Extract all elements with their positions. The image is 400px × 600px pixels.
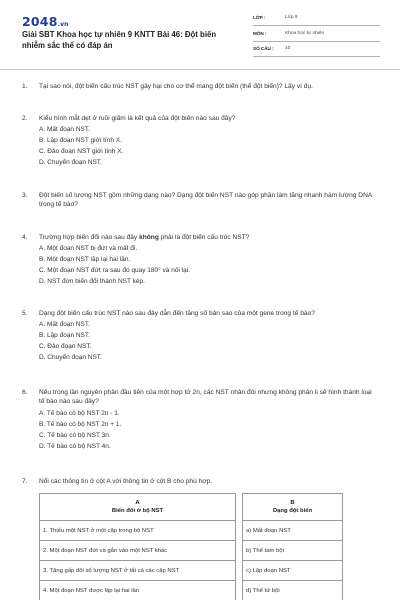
answer-option: D. Chuyển đoạn NST. — [39, 159, 102, 166]
column-b-cell: b) Thể tam bội — [243, 541, 343, 561]
column-a-cell: 2. Một đoạn NST đứt và gắn vào một NST khác — [40, 541, 236, 561]
column-b-letter: B — [290, 500, 295, 506]
question-number: 2. — [22, 115, 28, 122]
question-number: 4. — [22, 234, 28, 241]
question-emphasis: không — [139, 234, 159, 241]
question-text: Nếu trong lần nguyên phân đầu tiên của một hợp tử 2n, các NST nhân đôi nhưng không phân li sẽ hình thành loại tế bào nào sau đây? — [39, 389, 372, 405]
answer-option: A. Mất đoạn NST. — [39, 126, 90, 133]
answer-option: B. Lặp đoạn NST giới tính X. — [39, 137, 122, 144]
answer-option: A. Một đoạn NST bị đứt và mất đi. — [39, 245, 138, 252]
answer-option: B. Tế bào có bộ NST 2n + 1. — [39, 421, 122, 428]
column-gap — [236, 541, 243, 561]
question-text: Kiểu hình mắt dẹt ở ruồi giấm là kết quả của đột biến nào sau đây? — [39, 115, 236, 122]
answer-option: B. Một đoạn NST lặp lại hai lần. — [39, 256, 131, 263]
question-text-part: phải là đột biến cấu trúc NST? — [158, 234, 250, 241]
question-6 — [22, 388, 382, 460]
answer-option: A. Mất đoạn NST. — [39, 321, 90, 328]
meta-row-class — [253, 12, 380, 26]
column-gap — [236, 561, 243, 581]
answer-option: C. Đảo đoạn NST. — [39, 343, 92, 350]
question-text: Đột biến số lượng NST gồm những dạng nào? Dạng đột biến NST nào góp phần làm tăng nhanh hàm lượng DNA trong tế bào? — [39, 192, 372, 208]
answer-option: D. Chuyển đoạn NST. — [39, 354, 102, 361]
logo-text: 2048 — [22, 14, 58, 29]
meta-label: MÔN : — [253, 30, 267, 36]
meta-value: Lớp 9 — [285, 15, 298, 20]
question-number: 1. — [22, 83, 28, 90]
question-4 — [22, 233, 382, 293]
column-b-cell: c) Lặp đoạn NST — [243, 561, 343, 581]
table-header-row — [40, 494, 343, 521]
column-a-header — [40, 494, 236, 521]
question-5 — [22, 309, 382, 369]
meta-row-count — [253, 43, 380, 57]
header-divider — [0, 69, 400, 70]
column-gap — [236, 521, 243, 541]
question-text: Nối các thông tin ở cột A với thông tin ở cột B cho phù hợp. — [39, 478, 213, 485]
question-text: Dạng đột biến cấu trúc NST nào sau đây dẫn đến tăng số bản sao của một gene trong tế bào? — [39, 310, 315, 317]
meta-value: 10 — [285, 46, 291, 51]
answer-option: C. Tế bào có bộ NST 3n. — [39, 432, 111, 439]
table-row — [40, 541, 343, 561]
table-row — [40, 521, 343, 541]
column-b-title: Dạng đột biến — [272, 508, 313, 514]
column-gap — [236, 581, 243, 600]
question-number: 5. — [22, 310, 28, 317]
column-a-cell: 3. Tăng gấp đôi số lượng NST ở tất cả các cặp NST — [40, 561, 236, 581]
site-logo[interactable] — [22, 14, 69, 29]
question-text: Tại sao nói, đột biến cấu trúc NST gây hại cho cơ thể mang đột biến (thể đột biến)? Lấy ví dụ. — [39, 83, 313, 90]
column-a-cell: 4. Một đoạn NST được lặp lại hai lần — [40, 581, 236, 600]
question-text — [39, 233, 379, 242]
meta-info — [253, 12, 380, 59]
column-a-title: Biến đổi ở bộ NST — [111, 508, 164, 514]
meta-label: SỐ CÂU : — [253, 46, 274, 51]
meta-value: Khoa học tự nhiên — [285, 30, 325, 36]
column-a-letter: A — [135, 500, 140, 506]
column-b-header — [243, 494, 343, 521]
table-row — [40, 561, 343, 581]
column-b-cell: a) Mất đoạn NST — [243, 521, 343, 541]
answer-option: D. NST đơn biến đổi thành NST kép. — [39, 278, 145, 285]
question-number: 6. — [22, 389, 28, 396]
answer-option: C. Đảo đoạn NST giới tính X. — [39, 148, 124, 155]
column-b-cell: d) Thể tứ bội — [243, 581, 343, 600]
column-a-cell: 1. Thiếu một NST ở một cặp trong bộ NST — [40, 521, 236, 541]
matching-table — [39, 493, 343, 600]
meta-row-subject — [253, 28, 380, 42]
answer-option: C. Một đoạn NST đứt ra sau đó quay 180° và nối lại. — [39, 267, 190, 274]
logo-suffix: .vn — [57, 21, 69, 28]
answer-option: B. Lặp đoạn NST. — [39, 332, 90, 339]
meta-label: LỚP : — [253, 15, 266, 20]
page-header — [0, 0, 400, 62]
question-2 — [22, 114, 382, 174]
question-text-part: Trường hợp biến đổi nào sau đây — [39, 234, 140, 241]
table-row — [40, 581, 343, 600]
question-number: 3. — [22, 192, 28, 199]
column-gap — [236, 494, 243, 521]
answer-option: A. Tế bào có bộ NST 2n - 1. — [39, 410, 120, 417]
document-title: Giải SBT Khoa học tự nhiên 9 KNTT Bài 46: Đột biến nhiễm sắc thể có đáp án — [22, 30, 217, 50]
question-number: 7. — [22, 478, 28, 485]
answer-option: D. Tế bào có bộ NST 4n. — [39, 443, 111, 450]
